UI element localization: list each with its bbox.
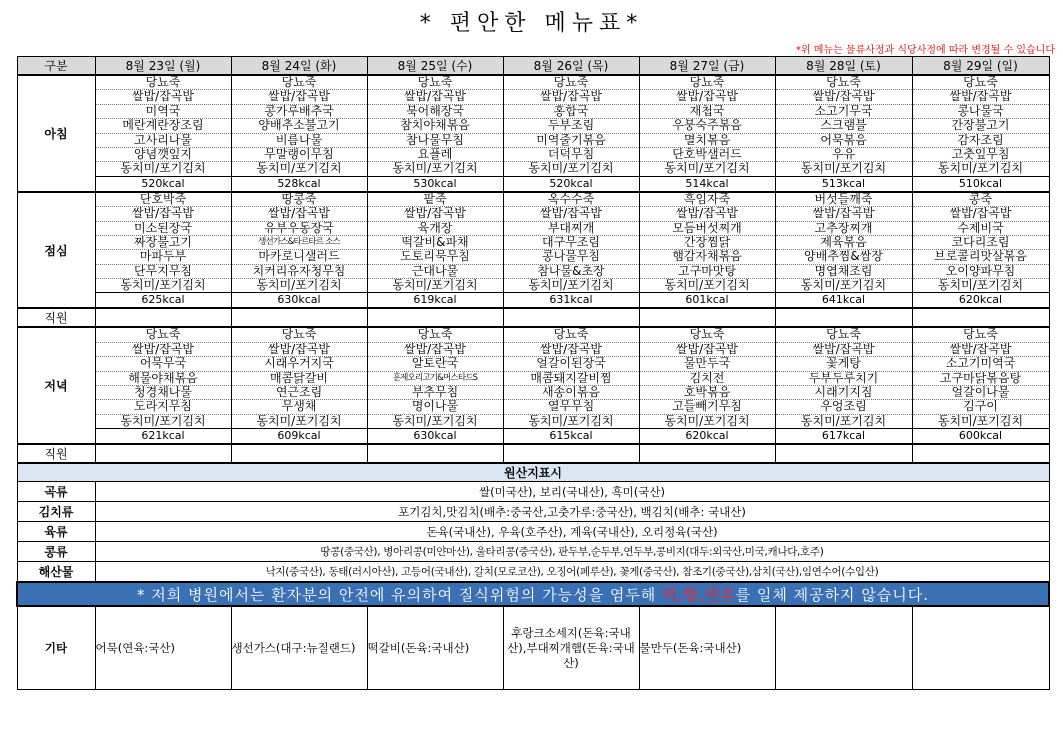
dish-item: 훈제오리고기&머스타드S: [368, 372, 503, 386]
dish-item: 쌀밥/잡곡밥: [504, 343, 639, 357]
day-header: 8월 23일 (월): [95, 57, 231, 76]
day-header: 8월 26일 (목): [503, 57, 639, 76]
dish-item: 시래기지짐: [776, 386, 912, 400]
dish-item: 동치미/포기김치: [256, 414, 342, 428]
staff-row: [17, 444, 1049, 463]
dish-item: 간장찜닭: [640, 236, 775, 250]
dish-item: 얼갈이나물: [913, 386, 1049, 400]
dish-item: 양념깻잎지: [96, 148, 231, 162]
kcal-value: 528kcal: [231, 176, 367, 192]
menu-cell: [95, 327, 231, 428]
dish-item: 소고기무국: [776, 105, 912, 119]
menu-table: [16, 56, 1050, 690]
origin-label: 육류: [17, 522, 95, 542]
origin-label: 해산물: [17, 562, 95, 583]
dish-item: 콩죽: [913, 193, 1049, 207]
dish-item: 쌀밥/잡곡밥: [640, 207, 775, 221]
empty-cell: [775, 308, 912, 327]
kcal-value: 641kcal: [775, 293, 912, 309]
dish-item: 동치미/포기김치: [392, 414, 478, 428]
dish-item: 마파두부: [96, 250, 231, 264]
dish-item: 쌀밥/잡곡밥: [96, 343, 231, 357]
dish-item: 당뇨죽: [232, 328, 367, 342]
dish-item: 단무지무침: [96, 265, 231, 279]
kcal-value: 530kcal: [367, 176, 503, 192]
dish-item: 동치미/포기김치: [937, 162, 1024, 176]
dish-item: 도토리묵무침: [368, 250, 503, 264]
dish-item: 동치미/포기김치: [800, 162, 887, 176]
empty-cell: [775, 444, 912, 463]
dish-item: 명엽채조림: [776, 265, 912, 279]
dish-item: 쌀밥/잡곡밥: [776, 207, 912, 221]
dish-item: 동치미/포기김치: [528, 414, 614, 428]
menu-cell: [775, 75, 912, 176]
dish-item: 육개장: [368, 222, 503, 236]
empty-cell: [639, 308, 775, 327]
kcal-value: 513kcal: [775, 176, 912, 192]
dish-item: 더덕무침: [504, 148, 639, 162]
dish-item: 동치미/포기김치: [120, 162, 206, 176]
kcal-value: 617kcal: [775, 429, 912, 445]
dish-item: 당뇨죽: [913, 76, 1049, 90]
dish-item: 짜장불고기: [96, 236, 231, 250]
dish-item: 쌀밥/잡곡밥: [368, 207, 503, 221]
dish-item: 우유: [776, 148, 912, 162]
dish-item: 해물야채볶음: [96, 372, 231, 386]
dish-item: 어묵무국: [96, 357, 231, 371]
dish-item: 감자조림: [913, 134, 1049, 148]
dish-item: 당뇨죽: [504, 328, 639, 342]
menu-cell: [639, 327, 775, 428]
kcal-value: 520kcal: [95, 176, 231, 192]
dish-item: 열무무침: [504, 400, 639, 414]
dish-item: 꽃게탕: [776, 357, 912, 371]
dish-item: 동치미/포기김치: [800, 279, 887, 293]
dish-item: 동치미/포기김치: [664, 279, 750, 293]
dish-item: 햄감자채볶음: [640, 250, 775, 264]
kcal-value: 621kcal: [95, 429, 231, 445]
dish-item: 호박볶음: [640, 386, 775, 400]
dish-item: 알토란국: [368, 357, 503, 371]
staff-row: [17, 308, 1049, 327]
dish-item: 단호박샐러드: [640, 148, 775, 162]
meal-label: 아침: [17, 75, 95, 192]
dish-item: 미역국: [96, 105, 231, 119]
kcal-value: 625kcal: [95, 293, 231, 309]
dish-item: 당뇨죽: [640, 76, 775, 90]
dish-item: 부대찌개: [504, 222, 639, 236]
dish-item: 동치미/포기김치: [937, 279, 1024, 293]
dish-item: 고춧잎무침: [913, 148, 1049, 162]
empty-cell: [95, 308, 231, 327]
dish-item: 두부조림: [504, 119, 639, 133]
kcal-value: 609kcal: [231, 429, 367, 445]
dish-item: 콩나물국: [913, 105, 1049, 119]
dish-item: 동치미/포기김치: [120, 279, 206, 293]
menu-cell: [367, 327, 503, 428]
dish-item: 고들빼기무침: [640, 400, 775, 414]
dish-item: 마카로니샐러드: [232, 250, 367, 264]
dish-item: 양배추찜&쌈장: [776, 250, 912, 264]
kcal-value: 619kcal: [367, 293, 503, 309]
staff-label: 직원: [17, 308, 95, 327]
empty-cell: [912, 308, 1049, 327]
dish-item: 수제비국: [913, 222, 1049, 236]
warning-row: [17, 582, 1049, 606]
origin-row: [17, 562, 1049, 583]
kcal-row-breakfast: [17, 176, 1049, 192]
dish-item: 당뇨죽: [96, 76, 231, 90]
origin-title: 원산지표시: [17, 463, 1049, 482]
origin-label: 곡류: [17, 482, 95, 502]
dish-item: 청경채나물: [96, 386, 231, 400]
empty-cell: [503, 444, 639, 463]
dish-item: 새송이볶음: [504, 386, 639, 400]
day-header: 8월 25일 (수): [367, 57, 503, 76]
menu-cell: [912, 75, 1049, 176]
dish-item: 당뇨죽: [96, 328, 231, 342]
page-title: * 편안한 메뉴표*: [419, 11, 644, 36]
dish-item: 도라지무침: [96, 400, 231, 414]
dish-item: 동치미/포기김치: [120, 414, 206, 428]
dish-item: 얼갈이된장국: [504, 357, 639, 371]
dish-item: 참나물무침: [368, 134, 503, 148]
empty-cell: [231, 444, 367, 463]
menu-cell: [503, 75, 639, 176]
dish-item: 쌀밥/잡곡밥: [232, 207, 367, 221]
dish-item: 물만두국: [640, 357, 775, 371]
menu-cell: [639, 75, 775, 176]
dish-item: 매콤돼지갈비찜: [504, 372, 639, 386]
dish-item: 김치전: [640, 372, 775, 386]
dish-item: 동치미/포기김치: [664, 162, 750, 176]
staff-label: 직원: [17, 444, 95, 463]
dish-item: 동치미/포기김치: [937, 414, 1024, 428]
warning-text-after: 를 일체 제공하지 않습니다.: [735, 585, 930, 604]
dish-item: 고구마맛탕: [640, 265, 775, 279]
origin-row: [17, 502, 1049, 522]
dish-item: 비름나물: [232, 134, 367, 148]
etc-cell: [912, 606, 1049, 690]
dish-item: 쌀밥/잡곡밥: [640, 343, 775, 357]
origin-label: 김치류: [17, 502, 95, 522]
meal-label: 저녁: [17, 327, 95, 444]
origin-value: 포기김치,맛김치(배추:중국산,고춧가루:중국산), 백김치(배추: 국내산): [95, 502, 1049, 522]
dish-item: 동치미/포기김치: [800, 414, 887, 428]
kcal-value: 631kcal: [503, 293, 639, 309]
dish-item: 생선가스&타르타르 소스: [232, 236, 367, 250]
dish-item: 쌀밥/잡곡밥: [232, 343, 367, 357]
empty-cell: [912, 444, 1049, 463]
origin-row: [17, 482, 1049, 502]
warning-text-before: * 저희 병원에서는 환자분의 안전에 유의하여 질식위험의 가능성을 염두해: [136, 585, 663, 604]
dish-item: 요플레: [368, 148, 503, 162]
dish-item: 동치미/포기김치: [664, 414, 750, 428]
empty-cell: [231, 308, 367, 327]
dish-item: 스크램블: [776, 119, 912, 133]
etc-cell: 생선가스(대구:뉴질랜드): [231, 606, 367, 690]
header-row: [17, 57, 1049, 76]
dish-item: 고구마닭볶음탕: [913, 372, 1049, 386]
origin-row: [17, 522, 1049, 542]
menu-cell: [503, 192, 639, 293]
empty-cell: [639, 444, 775, 463]
meal-row-dinner: [17, 327, 1049, 428]
dish-item: 쌀밥/잡곡밥: [776, 90, 912, 104]
dish-item: 재첩국: [640, 105, 775, 119]
kcal-value: 601kcal: [639, 293, 775, 309]
dish-item: 동치미/포기김치: [528, 279, 614, 293]
dish-item: 쌀밥/잡곡밥: [913, 90, 1049, 104]
origin-value: 낙지(중국산), 동태(러시아산), 고등어(국내산), 갈치(모로코산), 오징어(페루산), 꽃게(중국산), 참조기(중국산),삼치(국산),임연수어(수입산): [95, 562, 1049, 583]
dish-item: 참치야채볶음: [368, 119, 503, 133]
day-header: 8월 29일 (일): [912, 57, 1049, 76]
dish-item: 당뇨죽: [368, 328, 503, 342]
dish-item: 당뇨죽: [504, 76, 639, 90]
dish-item: 쌀밥/잡곡밥: [96, 90, 231, 104]
dish-item: 버섯들깨죽: [776, 193, 912, 207]
dish-item: 쌀밥/잡곡밥: [913, 343, 1049, 357]
dish-item: 동치미/포기김치: [256, 162, 342, 176]
dish-item: 고추장찌개: [776, 222, 912, 236]
meal-row-breakfast: [17, 75, 1049, 176]
dish-item: 쌀밥/잡곡밥: [504, 90, 639, 104]
kcal-value: 510kcal: [912, 176, 1049, 192]
dish-item: 흑임자죽: [640, 193, 775, 207]
origin-value: 땅콩(중국산), 병아리콩(미얀마산), 울타리콩(중국산), 판두부,순두부,연두부,콩비지(대두:외국산,미국,캐나다,호주): [95, 542, 1049, 562]
dish-item: 북어해장국: [368, 105, 503, 119]
kcal-value: 620kcal: [912, 293, 1049, 309]
dish-item: 당뇨죽: [232, 76, 367, 90]
dish-item: 콩가루배추국: [232, 105, 367, 119]
kcal-value: 600kcal: [912, 429, 1049, 445]
warning-banner: [17, 582, 1049, 606]
dish-item: 치커리유자청무침: [232, 265, 367, 279]
menu-cell: [775, 192, 912, 293]
dish-item: 양배추소불고기: [232, 119, 367, 133]
dish-item: 유부우동장국: [232, 222, 367, 236]
warning-highlight: 떡,빵,면류: [662, 585, 736, 604]
origin-row: [17, 542, 1049, 562]
empty-cell: [367, 308, 503, 327]
kcal-value: 520kcal: [503, 176, 639, 192]
dish-item: 무생채: [232, 400, 367, 414]
etc-cell: [775, 606, 912, 690]
dish-item: 코다리조림: [913, 236, 1049, 250]
dish-item: 소고기미역국: [913, 357, 1049, 371]
menu-cell: [95, 192, 231, 293]
kcal-value: 620kcal: [639, 429, 775, 445]
menu-cell: [912, 192, 1049, 293]
dish-item: 매콤닭갈비: [232, 372, 367, 386]
kcal-row-dinner: [17, 429, 1049, 445]
etc-cell: 후랑크소세지(돈육:국내산),부대찌개햄(돈육:국내산): [503, 606, 639, 690]
etc-cell: 떡갈비(돈육:국내산): [367, 606, 503, 690]
dish-item: 미역줄기볶음: [504, 134, 639, 148]
origin-value: 쌀(미국산), 보리(국내산), 흑미(국산): [95, 482, 1049, 502]
kcal-value: 514kcal: [639, 176, 775, 192]
dish-item: 어묵볶음: [776, 134, 912, 148]
menu-cell: [503, 327, 639, 428]
menu-cell: [231, 192, 367, 293]
empty-cell: [367, 444, 503, 463]
dish-item: 멸치볶음: [640, 134, 775, 148]
dish-item: 쌀밥/잡곡밥: [368, 90, 503, 104]
origin-title-row: [17, 463, 1049, 482]
etc-cell: 어묵(연육:국산): [95, 606, 231, 690]
dish-item: 김구이: [913, 400, 1049, 414]
dish-item: 간장불고기: [913, 119, 1049, 133]
dish-item: 명이나물: [368, 400, 503, 414]
dish-item: 팥죽: [368, 193, 503, 207]
dish-item: 두부두루치기: [776, 372, 912, 386]
dish-item: 옥수수죽: [504, 193, 639, 207]
dish-item: 미소된장국: [96, 222, 231, 236]
dish-item: 떡갈비&파채: [368, 236, 503, 250]
dish-item: 동치미/포기김치: [528, 162, 614, 176]
header-label: 구분: [17, 57, 95, 76]
meal-label: 점심: [17, 192, 95, 309]
menu-cell: [95, 75, 231, 176]
kcal-value: 615kcal: [503, 429, 639, 445]
change-notice: *위 메뉴는 물류사정과 식당사정에 따라 변경될 수 있습니다: [795, 45, 1055, 56]
day-header: 8월 28일 (토): [775, 57, 912, 76]
dish-item: 당뇨죽: [913, 328, 1049, 342]
dish-item: 쌀밥/잡곡밥: [504, 207, 639, 221]
meal-row-lunch: [17, 192, 1049, 293]
dish-item: 오이양파무침: [913, 265, 1049, 279]
dish-item: 당뇨죽: [368, 76, 503, 90]
kcal-value: 630kcal: [367, 429, 503, 445]
dish-item: 당뇨죽: [776, 328, 912, 342]
dish-item: 단호박죽: [96, 193, 231, 207]
dish-item: 브로콜리맛살볶음: [913, 250, 1049, 264]
menu-cell: [912, 327, 1049, 428]
dish-item: 동치미/포기김치: [256, 279, 342, 293]
etc-cell: 물만두(돈육:국내산): [639, 606, 775, 690]
dish-item: 우엉조림: [776, 400, 912, 414]
menu-cell: [367, 192, 503, 293]
day-header: 8월 24일 (화): [231, 57, 367, 76]
day-header: 8월 27일 (금): [639, 57, 775, 76]
menu-cell: [775, 327, 912, 428]
dish-item: 쌀밥/잡곡밥: [368, 343, 503, 357]
dish-item: 시래우거지국: [232, 357, 367, 371]
dish-item: 제육볶음: [776, 236, 912, 250]
empty-cell: [95, 444, 231, 463]
etc-label: 기타: [17, 606, 95, 690]
dish-item: 당뇨죽: [776, 76, 912, 90]
kcal-row-lunch: [17, 293, 1049, 309]
dish-item: 모듬버섯찌개: [640, 222, 775, 236]
kcal-value: 630kcal: [231, 293, 367, 309]
menu-cell: [367, 75, 503, 176]
dish-item: 메란계란장조림: [96, 119, 231, 133]
menu-cell: [231, 75, 367, 176]
menu-cell: [231, 327, 367, 428]
origin-value: 돈육(국내산), 우육(호주산), 계육(국내산), 오리정육(국산): [95, 522, 1049, 542]
dish-item: 동치미/포기김치: [392, 279, 478, 293]
dish-item: 쌀밥/잡곡밥: [232, 90, 367, 104]
dish-item: 동치미/포기김치: [392, 162, 478, 176]
dish-item: 고사리나물: [96, 134, 231, 148]
dish-item: 당뇨죽: [640, 328, 775, 342]
dish-item: 쌀밥/잡곡밥: [913, 207, 1049, 221]
dish-item: 무말랭이무침: [232, 148, 367, 162]
etc-row: [17, 606, 1049, 690]
dish-item: 연근조림: [232, 386, 367, 400]
menu-cell: [639, 192, 775, 293]
dish-item: 근대나물: [368, 265, 503, 279]
origin-label: 콩류: [17, 542, 95, 562]
dish-item: 쌀밥/잡곡밥: [776, 343, 912, 357]
dish-item: 부추무침: [368, 386, 503, 400]
dish-item: 홍합국: [504, 105, 639, 119]
dish-item: 쌀밥/잡곡밥: [640, 90, 775, 104]
dish-item: 땅콩죽: [232, 193, 367, 207]
dish-item: 쌀밥/잡곡밥: [96, 207, 231, 221]
dish-item: 콩나물무침: [504, 250, 639, 264]
empty-cell: [503, 308, 639, 327]
dish-item: 참나물&초장: [504, 265, 639, 279]
dish-item: 우붕숙주볶음: [640, 119, 775, 133]
dish-item: 대구무조림: [504, 236, 639, 250]
